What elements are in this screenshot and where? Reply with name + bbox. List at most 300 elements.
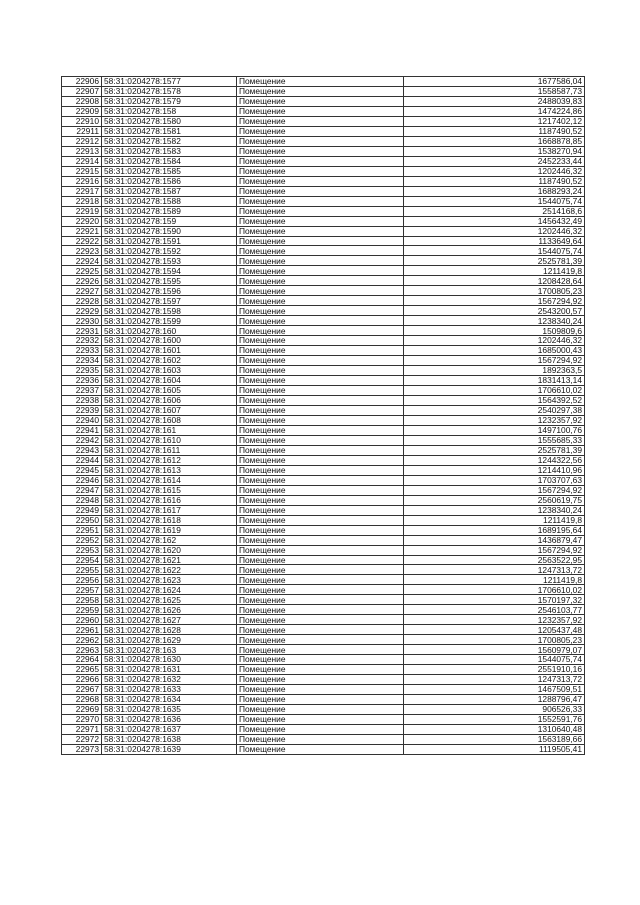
row-number-cell: 22954 <box>62 555 102 565</box>
object-type-cell: Помещение <box>237 106 404 116</box>
cadastral-value-cell: 1211419,8 <box>404 575 585 585</box>
cadastral-value-cell: 1700805,23 <box>404 635 585 645</box>
table-row <box>62 635 585 645</box>
cadastral-value-cell: 1310640,48 <box>404 724 585 734</box>
table-row <box>62 146 585 156</box>
table-row <box>62 326 585 336</box>
cadastral-number-cell: 58:31:0204278:1600 <box>102 336 237 346</box>
object-type-cell: Помещение <box>237 545 404 555</box>
object-type-cell: Помещение <box>237 445 404 455</box>
table-row <box>62 555 585 565</box>
cadastral-value-cell: 2514168,6 <box>404 206 585 216</box>
object-type-cell: Помещение <box>237 535 404 545</box>
row-number-cell: 22966 <box>62 675 102 685</box>
cadastral-value-cell: 2563522,95 <box>404 555 585 565</box>
table-row <box>62 246 585 256</box>
object-type-cell: Помещение <box>237 336 404 346</box>
object-type-cell: Помещение <box>237 495 404 505</box>
table-row <box>62 376 585 386</box>
cadastral-number-cell: 58:31:0204278:1586 <box>102 176 237 186</box>
row-number-cell: 22909 <box>62 106 102 116</box>
row-number-cell: 22964 <box>62 655 102 665</box>
object-type-cell: Помещение <box>237 136 404 146</box>
table-row <box>62 86 585 96</box>
cadastral-value-cell: 1456432,49 <box>404 216 585 226</box>
object-type-cell: Помещение <box>237 485 404 495</box>
cadastral-value-cell: 2540297,38 <box>404 405 585 415</box>
cadastral-value-cell: 1570197,32 <box>404 595 585 605</box>
cadastral-number-cell: 58:31:0204278:1581 <box>102 126 237 136</box>
row-number-cell: 22921 <box>62 226 102 236</box>
object-type-cell: Помещение <box>237 316 404 326</box>
cadastral-number-cell: 58:31:0204278:1627 <box>102 615 237 625</box>
table-row <box>62 515 585 525</box>
table-row <box>62 505 585 515</box>
row-number-cell: 22920 <box>62 216 102 226</box>
cadastral-number-cell: 58:31:0204278:1639 <box>102 744 237 754</box>
cadastral-value-cell: 1119505,41 <box>404 744 585 754</box>
cadastral-number-cell: 58:31:0204278:158 <box>102 106 237 116</box>
row-number-cell: 22958 <box>62 595 102 605</box>
cadastral-value-cell: 1685000,43 <box>404 346 585 356</box>
row-number-cell: 22943 <box>62 445 102 455</box>
row-number-cell: 22973 <box>62 744 102 754</box>
object-type-cell: Помещение <box>237 734 404 744</box>
object-type-cell: Помещение <box>237 346 404 356</box>
row-number-cell: 22926 <box>62 276 102 286</box>
cadastral-number-cell: 58:31:0204278:1635 <box>102 705 237 715</box>
object-type-cell: Помещение <box>237 366 404 376</box>
cadastral-number-cell: 58:31:0204278:1597 <box>102 296 237 306</box>
cadastral-number-cell: 58:31:0204278:1602 <box>102 356 237 366</box>
row-number-cell: 22946 <box>62 475 102 485</box>
table-row <box>62 675 585 685</box>
cadastral-number-cell: 58:31:0204278:1612 <box>102 455 237 465</box>
cadastral-value-cell: 1564392,52 <box>404 396 585 406</box>
row-number-cell: 22933 <box>62 346 102 356</box>
table-row <box>62 734 585 744</box>
cadastral-value-cell: 1205437,48 <box>404 625 585 635</box>
row-number-cell: 22953 <box>62 545 102 555</box>
object-type-cell: Помещение <box>237 77 404 87</box>
cadastral-number-cell: 58:31:0204278:162 <box>102 535 237 545</box>
table-row <box>62 615 585 625</box>
cadastral-number-cell: 58:31:0204278:1580 <box>102 116 237 126</box>
row-number-cell: 22938 <box>62 396 102 406</box>
table-row <box>62 595 585 605</box>
object-type-cell: Помещение <box>237 685 404 695</box>
cadastral-number-cell: 58:31:0204278:1583 <box>102 146 237 156</box>
row-number-cell: 22960 <box>62 615 102 625</box>
cadastral-value-cell: 1474224,86 <box>404 106 585 116</box>
object-type-cell: Помещение <box>237 435 404 445</box>
row-number-cell: 22914 <box>62 156 102 166</box>
table-row <box>62 415 585 425</box>
cadastral-number-cell: 58:31:0204278:1605 <box>102 386 237 396</box>
cadastral-number-cell: 58:31:0204278:1620 <box>102 545 237 555</box>
cadastral-value-cell: 1560979,07 <box>404 645 585 655</box>
row-number-cell: 22928 <box>62 296 102 306</box>
cadastral-value-cell: 1552591,76 <box>404 715 585 725</box>
object-type-cell: Помещение <box>237 146 404 156</box>
cadastral-number-cell: 58:31:0204278:1589 <box>102 206 237 216</box>
table-row <box>62 585 585 595</box>
table-row <box>62 605 585 615</box>
object-type-cell: Помещение <box>237 236 404 246</box>
cadastral-number-cell: 58:31:0204278:1577 <box>102 77 237 87</box>
table-row <box>62 744 585 754</box>
cadastral-value-cell: 1688293,24 <box>404 186 585 196</box>
cadastral-value-cell: 2551910,16 <box>404 665 585 675</box>
table-row <box>62 236 585 246</box>
row-number-cell: 22912 <box>62 136 102 146</box>
cadastral-number-cell: 58:31:0204278:1629 <box>102 635 237 645</box>
cadastral-number-cell: 58:31:0204278:1601 <box>102 346 237 356</box>
cadastral-value-cell: 1544075,74 <box>404 655 585 665</box>
object-type-cell: Помещение <box>237 396 404 406</box>
table-row <box>62 286 585 296</box>
row-number-cell: 22950 <box>62 515 102 525</box>
cadastral-number-cell: 58:31:0204278:1608 <box>102 415 237 425</box>
row-number-cell: 22939 <box>62 405 102 415</box>
cadastral-value-cell: 1202446,32 <box>404 336 585 346</box>
cadastral-number-cell: 58:31:0204278:1607 <box>102 405 237 415</box>
object-type-cell: Помещение <box>237 266 404 276</box>
table-row <box>62 425 585 435</box>
cadastral-number-cell: 58:31:0204278:1593 <box>102 256 237 266</box>
table-row <box>62 166 585 176</box>
cadastral-value-cell: 1247313,72 <box>404 675 585 685</box>
row-number-cell: 22942 <box>62 435 102 445</box>
table-row <box>62 226 585 236</box>
table-row <box>62 545 585 555</box>
row-number-cell: 22922 <box>62 236 102 246</box>
cadastral-number-cell: 58:31:0204278:1592 <box>102 246 237 256</box>
table-row <box>62 495 585 505</box>
cadastral-value-cell: 906526,33 <box>404 705 585 715</box>
object-type-cell: Помещение <box>237 525 404 535</box>
object-type-cell: Помещение <box>237 585 404 595</box>
table-row <box>62 695 585 705</box>
object-type-cell: Помещение <box>237 296 404 306</box>
row-number-cell: 22907 <box>62 86 102 96</box>
row-number-cell: 22941 <box>62 425 102 435</box>
object-type-cell: Помещение <box>237 196 404 206</box>
object-type-cell: Помещение <box>237 695 404 705</box>
object-type-cell: Помещение <box>237 625 404 635</box>
cadastral-value-cell: 1211419,8 <box>404 515 585 525</box>
table-row <box>62 316 585 326</box>
cadastral-number-cell: 58:31:0204278:1596 <box>102 286 237 296</box>
cadastral-value-cell: 1509809,6 <box>404 326 585 336</box>
cadastral-number-cell: 58:31:0204278:1603 <box>102 366 237 376</box>
object-type-cell: Помещение <box>237 425 404 435</box>
cadastral-value-cell: 1187490,52 <box>404 126 585 136</box>
cadastral-value-cell: 1706610,02 <box>404 386 585 396</box>
table-row <box>62 346 585 356</box>
cadastral-value-cell: 1567294,92 <box>404 356 585 366</box>
cadastral-value-cell: 1563189,66 <box>404 734 585 744</box>
cadastral-value-cell: 1567294,92 <box>404 485 585 495</box>
row-number-cell: 22919 <box>62 206 102 216</box>
object-type-cell: Помещение <box>237 575 404 585</box>
object-type-cell: Помещение <box>237 86 404 96</box>
object-type-cell: Помещение <box>237 166 404 176</box>
object-type-cell: Помещение <box>237 176 404 186</box>
table-row <box>62 645 585 655</box>
object-type-cell: Помещение <box>237 555 404 565</box>
table-row <box>62 575 585 585</box>
row-number-cell: 22934 <box>62 356 102 366</box>
row-number-cell: 22957 <box>62 585 102 595</box>
table-row <box>62 296 585 306</box>
object-type-cell: Помещение <box>237 465 404 475</box>
object-type-cell: Помещение <box>237 405 404 415</box>
table-row <box>62 455 585 465</box>
cadastral-value-cell: 1288796,47 <box>404 695 585 705</box>
table-row <box>62 196 585 206</box>
row-number-cell: 22955 <box>62 565 102 575</box>
row-number-cell: 22935 <box>62 366 102 376</box>
row-number-cell: 22906 <box>62 77 102 87</box>
row-number-cell: 22913 <box>62 146 102 156</box>
cadastral-value-cell: 1467509,51 <box>404 685 585 695</box>
cadastral-number-cell: 58:31:0204278:1594 <box>102 266 237 276</box>
object-type-cell: Помещение <box>237 475 404 485</box>
table-row <box>62 156 585 166</box>
object-type-cell: Помещение <box>237 655 404 665</box>
cadastral-number-cell: 58:31:0204278:1591 <box>102 236 237 246</box>
cadastral-value-cell: 1497100,76 <box>404 425 585 435</box>
object-type-cell: Помещение <box>237 565 404 575</box>
object-type-cell: Помещение <box>237 186 404 196</box>
object-type-cell: Помещение <box>237 116 404 126</box>
table-row <box>62 276 585 286</box>
row-number-cell: 22911 <box>62 126 102 136</box>
table-row <box>62 435 585 445</box>
cadastral-number-cell: 58:31:0204278:1606 <box>102 396 237 406</box>
table-row <box>62 525 585 535</box>
cadastral-number-cell: 58:31:0204278:1611 <box>102 445 237 455</box>
cadastral-value-cell: 1214410,96 <box>404 465 585 475</box>
table-row <box>62 685 585 695</box>
cadastral-number-cell: 58:31:0204278:1579 <box>102 96 237 106</box>
cadastral-number-cell: 58:31:0204278:1584 <box>102 156 237 166</box>
table-row <box>62 336 585 346</box>
cadastral-value-cell: 1567294,92 <box>404 545 585 555</box>
object-type-cell: Помещение <box>237 206 404 216</box>
row-number-cell: 22915 <box>62 166 102 176</box>
object-type-cell: Помещение <box>237 306 404 316</box>
cadastral-value-cell: 2560619,75 <box>404 495 585 505</box>
table-row <box>62 356 585 366</box>
table-row <box>62 665 585 675</box>
cadastral-value-cell: 1668878,85 <box>404 136 585 146</box>
object-type-cell: Помещение <box>237 615 404 625</box>
cadastral-number-cell: 58:31:0204278:1632 <box>102 675 237 685</box>
cadastral-value-cell: 1247313,72 <box>404 565 585 575</box>
cadastral-number-cell: 58:31:0204278:1636 <box>102 715 237 725</box>
row-number-cell: 22908 <box>62 96 102 106</box>
cadastral-value-cell: 1232357,92 <box>404 615 585 625</box>
object-type-cell: Помещение <box>237 286 404 296</box>
cadastral-number-cell: 58:31:0204278:1621 <box>102 555 237 565</box>
object-type-cell: Помещение <box>237 386 404 396</box>
cadastral-number-cell: 58:31:0204278:161 <box>102 425 237 435</box>
object-type-cell: Помещение <box>237 505 404 515</box>
cadastral-number-cell: 58:31:0204278:1615 <box>102 485 237 495</box>
cadastral-number-cell: 58:31:0204278:1634 <box>102 695 237 705</box>
cadastral-value-cell: 1211419,8 <box>404 266 585 276</box>
cadastral-value-cell: 1567294,92 <box>404 296 585 306</box>
cadastral-number-cell: 58:31:0204278:1619 <box>102 525 237 535</box>
cadastral-number-cell: 58:31:0204278:1582 <box>102 136 237 146</box>
object-type-cell: Помещение <box>237 256 404 266</box>
object-type-cell: Помещение <box>237 246 404 256</box>
object-type-cell: Помещение <box>237 326 404 336</box>
cadastral-number-cell: 58:31:0204278:1637 <box>102 724 237 734</box>
cadastral-number-cell: 58:31:0204278:1630 <box>102 655 237 665</box>
row-number-cell: 22949 <box>62 505 102 515</box>
cadastral-value-cell: 2452233,44 <box>404 156 585 166</box>
row-number-cell: 22918 <box>62 196 102 206</box>
cadastral-table-body <box>62 77 585 755</box>
object-type-cell: Помещение <box>237 126 404 136</box>
row-number-cell: 22944 <box>62 455 102 465</box>
object-type-cell: Помещение <box>237 605 404 615</box>
table-row <box>62 396 585 406</box>
table-row <box>62 206 585 216</box>
table-row <box>62 186 585 196</box>
cadastral-number-cell: 58:31:0204278:1598 <box>102 306 237 316</box>
cadastral-value-cell: 1238340,24 <box>404 505 585 515</box>
table-row <box>62 535 585 545</box>
cadastral-value-cell: 1555685,33 <box>404 435 585 445</box>
cadastral-number-cell: 58:31:0204278:1578 <box>102 86 237 96</box>
object-type-cell: Помещение <box>237 744 404 754</box>
row-number-cell: 22970 <box>62 715 102 725</box>
cadastral-value-cell: 1700805,23 <box>404 286 585 296</box>
object-type-cell: Помещение <box>237 595 404 605</box>
cadastral-table <box>61 76 585 755</box>
table-row <box>62 266 585 276</box>
object-type-cell: Помещение <box>237 156 404 166</box>
table-row <box>62 386 585 396</box>
cadastral-number-cell: 58:31:0204278:1585 <box>102 166 237 176</box>
cadastral-value-cell: 1202446,32 <box>404 226 585 236</box>
row-number-cell: 22967 <box>62 685 102 695</box>
row-number-cell: 22945 <box>62 465 102 475</box>
cadastral-number-cell: 58:31:0204278:1616 <box>102 495 237 505</box>
cadastral-number-cell: 58:31:0204278:1626 <box>102 605 237 615</box>
row-number-cell: 22961 <box>62 625 102 635</box>
cadastral-value-cell: 1133649,64 <box>404 236 585 246</box>
object-type-cell: Помещение <box>237 724 404 734</box>
table-row <box>62 625 585 635</box>
table-row <box>62 366 585 376</box>
cadastral-value-cell: 1677586,04 <box>404 77 585 87</box>
cadastral-number-cell: 58:31:0204278:1590 <box>102 226 237 236</box>
table-row <box>62 306 585 316</box>
cadastral-value-cell: 1558587,73 <box>404 86 585 96</box>
cadastral-value-cell: 2546103,77 <box>404 605 585 615</box>
cadastral-value-cell: 1703707,63 <box>404 475 585 485</box>
object-type-cell: Помещение <box>237 675 404 685</box>
cadastral-number-cell: 58:31:0204278:1613 <box>102 465 237 475</box>
table-row <box>62 256 585 266</box>
cadastral-value-cell: 2488039,83 <box>404 96 585 106</box>
table-row <box>62 715 585 725</box>
row-number-cell: 22931 <box>62 326 102 336</box>
cadastral-value-cell: 1208428,64 <box>404 276 585 286</box>
object-type-cell: Помещение <box>237 226 404 236</box>
row-number-cell: 22929 <box>62 306 102 316</box>
row-number-cell: 22948 <box>62 495 102 505</box>
cadastral-number-cell: 58:31:0204278:1588 <box>102 196 237 206</box>
object-type-cell: Помещение <box>237 415 404 425</box>
table-row <box>62 655 585 665</box>
cadastral-value-cell: 1544075,74 <box>404 246 585 256</box>
cadastral-number-cell: 58:31:0204278:1622 <box>102 565 237 575</box>
table-row <box>62 136 585 146</box>
cadastral-value-cell: 1436879,47 <box>404 535 585 545</box>
row-number-cell: 22969 <box>62 705 102 715</box>
row-number-cell: 22924 <box>62 256 102 266</box>
cadastral-number-cell: 58:31:0204278:1604 <box>102 376 237 386</box>
cadastral-value-cell: 1238340,24 <box>404 316 585 326</box>
row-number-cell: 22923 <box>62 246 102 256</box>
table-row <box>62 216 585 226</box>
cadastral-number-cell: 58:31:0204278:1638 <box>102 734 237 744</box>
cadastral-number-cell: 58:31:0204278:159 <box>102 216 237 226</box>
cadastral-value-cell: 1831413,14 <box>404 376 585 386</box>
object-type-cell: Помещение <box>237 635 404 645</box>
row-number-cell: 22917 <box>62 186 102 196</box>
row-number-cell: 22916 <box>62 176 102 186</box>
cadastral-number-cell: 58:31:0204278:1625 <box>102 595 237 605</box>
row-number-cell: 22925 <box>62 266 102 276</box>
cadastral-number-cell: 58:31:0204278:163 <box>102 645 237 655</box>
row-number-cell: 22910 <box>62 116 102 126</box>
object-type-cell: Помещение <box>237 665 404 675</box>
cadastral-value-cell: 1244322,56 <box>404 455 585 465</box>
cadastral-number-cell: 58:31:0204278:1617 <box>102 505 237 515</box>
table-row <box>62 126 585 136</box>
row-number-cell: 22972 <box>62 734 102 744</box>
cadastral-number-cell: 58:31:0204278:1599 <box>102 316 237 326</box>
object-type-cell: Помещение <box>237 216 404 226</box>
cadastral-value-cell: 1232357,92 <box>404 415 585 425</box>
row-number-cell: 22968 <box>62 695 102 705</box>
table-row <box>62 475 585 485</box>
table-row <box>62 405 585 415</box>
row-number-cell: 22936 <box>62 376 102 386</box>
object-type-cell: Помещение <box>237 96 404 106</box>
cadastral-number-cell: 58:31:0204278:1623 <box>102 575 237 585</box>
row-number-cell: 22956 <box>62 575 102 585</box>
cadastral-value-cell: 1689195,64 <box>404 525 585 535</box>
table-row <box>62 445 585 455</box>
cadastral-value-cell: 2543200,57 <box>404 306 585 316</box>
object-type-cell: Помещение <box>237 356 404 366</box>
cadastral-value-cell: 1202446,32 <box>404 166 585 176</box>
table-row <box>62 705 585 715</box>
cadastral-number-cell: 58:31:0204278:1631 <box>102 665 237 675</box>
row-number-cell: 22932 <box>62 336 102 346</box>
object-type-cell: Помещение <box>237 376 404 386</box>
row-number-cell: 22927 <box>62 286 102 296</box>
cadastral-value-cell: 1706610,02 <box>404 585 585 595</box>
